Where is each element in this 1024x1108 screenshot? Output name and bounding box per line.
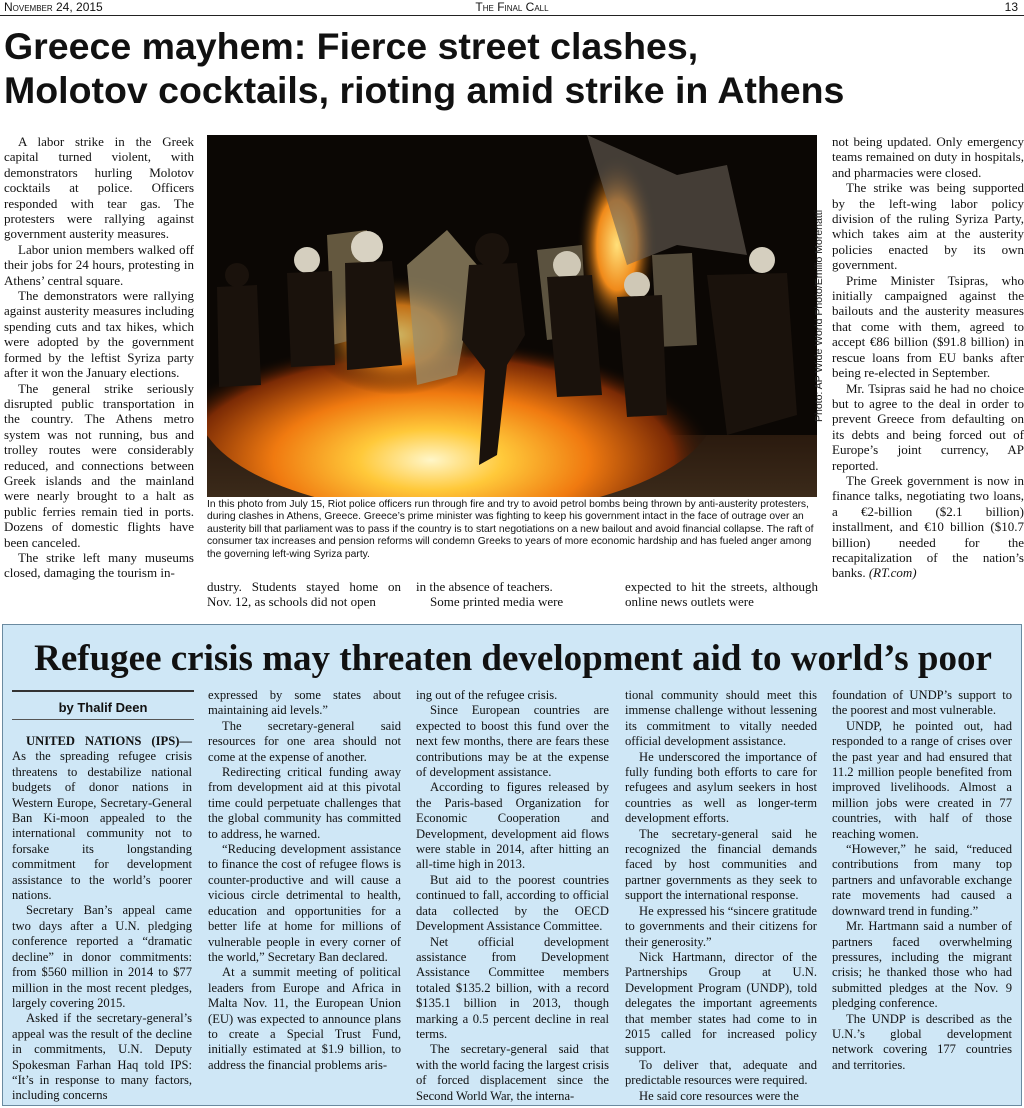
story2-paragraph: ing out of the refugee crisis.	[416, 688, 558, 702]
story1-paragraph: Prime Minister Tsipras, who initially campaigned against the bailouts and the austerity measures that come with them, agreed to accept €86 billion ($91.8 billion) in rescue loans from EU banks after being re-elected in September.	[832, 272, 1024, 381]
story1-column-1	[4, 134, 194, 581]
story2-headline: Refugee crisis may threaten development aid to world’s poor	[34, 638, 992, 679]
byline-rule	[12, 690, 194, 692]
story1-paragraph: not being updated. Only emergency teams remained on duty in hospitals, and pharmacies were closed.	[832, 134, 1024, 180]
story2-paragraph: According to figures released by the Paris-based Organization for Economic Cooperation and Development, development aid flows were stable in 2014, after hitting an all-time high in 2013.	[416, 780, 609, 872]
story1-source: (RT.com)	[868, 565, 917, 581]
story2-column-4	[625, 688, 817, 1104]
story2-column-3	[416, 688, 609, 1104]
story2-paragraph: Nick Hartmann, director of the Partnerships Group at U.N. Development Program (UNDP), told delegates the important agreements that member states had come to in 2015 called for increased policy support.	[625, 949, 817, 1057]
story2-paragraph: Secretary Ban’s appeal came two days after a U.N. pledging conference reported a “dramatic decline” in donor commitments: from $560 million in 2014 to $77 million in the most recent pledges, largely covering 2015.	[12, 903, 192, 1010]
issue-date: November 24, 2015	[4, 0, 103, 14]
story1-paragraph: Some printed media were	[430, 594, 564, 610]
riot-photo	[207, 135, 817, 497]
story2-column-2	[208, 688, 401, 1073]
story1-paragraph: A labor strike in the Greek capital turned violent, with demonstrators hurling Molotov cocktails at police. Officers responded with tear gas. The protesters were rallying against government austerity measures.	[4, 134, 194, 242]
story1-paragraph: Labor union members walked off their jobs for 24 hours, protesting in Athens’ central square.	[4, 241, 194, 288]
story1-paragraph: expected to hit the streets, although online news outlets were	[625, 579, 818, 610]
story2-paragraph: expressed by some states about maintaining aid levels.”	[208, 688, 401, 718]
story2-paragraph: “However,” he said, “reduced contributions from many top partners and unfavorable exchange rate movements had caused a downward trend in funding.”	[832, 842, 1012, 918]
story2-paragraph: But aid to the poorest countries continued to fall, according to official data collected by the OECD Development Assistance Committee.	[416, 872, 609, 934]
story2-column-5	[832, 688, 1012, 1073]
story2-paragraph: He expressed his “sincere gratitude to governments and their citizens for their generosity.”	[625, 903, 817, 949]
running-header	[0, 0, 1024, 16]
story1-headline-line2: Molotov cocktails, rioting amid strike in Athens	[4, 69, 845, 111]
story2-paragraph: foundation of UNDP’s support to the poorest and most vulnerable.	[832, 688, 1012, 718]
story1-paragraph: dustry. Students stayed home on Nov. 12, as schools did not open	[207, 579, 401, 610]
story2-paragraph: He said core resources were the	[639, 1088, 799, 1103]
story1-column-3	[416, 579, 610, 610]
story1-paragraph: in the absence of teachers.	[416, 579, 553, 594]
story2-paragraph: tional community should meet this immense challenge without lessening its commitment to vitally needed official development assistance.	[625, 688, 817, 749]
story2-paragraph: Asked if the secretary-general’s appeal was the result of the decline in commitments, U.N. Deputy Spokesman Farhan Haq told IPS: “It’s in response to many factors, including concerns	[12, 1011, 192, 1103]
story1-column-4	[625, 579, 818, 610]
story2-column-1: UNITED NATIONS (IPS)—As the spreading refugee crisis threatens to destabilize national budgets of donor nations in Western Europe, Secretary-General Ban Ki-moon appealed to the international community not to forsake its longstanding commitment for development assistance to the world’s poorer nations. Secretary Ban’s appeal came two days after a U.N. pledging conference reported a “dramatic decline” in donor commitments: from $560 million in 2014 to $77 million in the most recent pledges, largely covering 2015. Asked if the secretary-general’s appeal was the result of the decline in commitments, U.N. Deputy Spokesman Farhan Haq told IPS: “It’s in response to many factors, including concerns	[12, 734, 192, 1103]
story2-byline: by Thalif Deen	[58, 700, 148, 715]
story2-paragraph: The UNDP is described as the U.N.’s global development network covering 177 countries and territories.	[832, 1011, 1012, 1072]
story2-paragraph: Redirecting critical funding away from development aid at this pivotal time could perpetuate challenges that the global community has committed to address, he warned.	[208, 765, 401, 841]
story2-dateline: UNITED NATIONS (IPS)—	[26, 734, 192, 748]
newspaper-name: The Final Call	[475, 0, 549, 14]
story2-paragraph: The secretary-general said resources for one area should not come at the expense of another.	[208, 718, 401, 764]
story2-paragraph: The secretary-general said that with the world facing the largest crisis of forced displacement since the Second World War, the interna-	[416, 1042, 609, 1103]
story2-paragraph: Mr. Hartmann said a number of partners faced overwhelming pressures, including the migrant crisis; he thanked those who had submitted pledges at the Nov. 9 pledging conference.	[832, 919, 1012, 1011]
story2-paragraph: He underscored the importance of fully funding both efforts to care for refugees and asylum seekers in host countries as well as longer-term development efforts.	[625, 749, 817, 826]
photo-credit: Photo: AP Wide World Photo/Emilio Morenatti	[813, 209, 825, 423]
story2-paragraph: Since European countries are expected to boost this fund over the next few months, there are fears these contributions may be at the expense of development assistance.	[416, 703, 609, 780]
story1-paragraph: The Greek government is now in finance talks, negotiating two loans, a €2-billion ($2.1 billion) installment, and €10 billion ($10.7 billion) needed for the recapitalization of the nation’s banks. (RT.com)	[832, 472, 1024, 581]
story2-paragraph: To deliver that, adequate and predictable resources were required.	[625, 1057, 817, 1088]
story1-paragraph: The strike was being supported by the left-wing labor policy division of the ruling Syriza Party, which takes aim at the austerity policies enacted by its own government.	[832, 180, 1024, 273]
photo-caption: In this photo from July 15, Riot police officers run through fire and try to avoid petrol bombs being thrown by anti-austerity protesters, during clashes in Athens, Greece. Greece’s prime minister was fighting to keep his government intact in the face of outrage over an austerity bill that parliament was to pass if the country is to start negotiations on a new bailout and avoid financial collapse. The raft of consumer tax increases and pension reforms will condemn Greeks to years of more economic hardship and has fueled anger among the governing left-wing Syriza party.	[207, 499, 814, 560]
byline-rule	[12, 719, 194, 720]
story1-headline-line1: Greece mayhem: Fierce street clashes,	[4, 25, 699, 67]
story2-paragraph: The secretary-general said he recognized the financial demands faced by host communities and partner governments as they seek to support the international response.	[625, 826, 817, 903]
story1-paragraph: The general strike seriously disrupted public transportation in the country. The Athens metro system was not running, bus and trolley routes were considerably reduced, and connections between Greek islands and the mainland were nearly brought to a halt as public ferries remain tied in ports. Dozens of domestic flights have been canceled.	[4, 380, 194, 550]
story1-headline	[4, 24, 1024, 112]
story1-paragraph: Mr. Tsipras said he had no choice but to agree to the deal in order to prevent Greece from defaulting on its debts and being forced out of Europe’s joint currency, AP reported.	[832, 380, 1024, 473]
story2-paragraph: Net official development assistance from Development Assistance Committee members totaled $135.2 billion, with a record $135.1 billion in 2013, though marking a 0.5 percent decline in real terms.	[416, 934, 609, 1041]
story2-paragraph: At a summit meeting of political leaders from Europe and Africa in Malta Nov. 11, the European Union (EU) was expected to announce plans to create a Special Trust Fund, initially estimated at $1.9 billion, to address the financial problems aris-	[208, 965, 401, 1072]
riot-police-fire-image	[207, 135, 817, 497]
story1-paragraph: The demonstrators were rallying against austerity measures including spending cuts and tax hikes, which were adopted by the government formed by the leftist Syriza party after it won the January elections.	[4, 288, 194, 381]
story1-column-2	[207, 579, 401, 610]
story2-paragraph: UNDP, he pointed out, had responded to a range of crises over the past year and had ensured that 11.2 million people benefited from improved livelihoods. Almost a million jobs were created in 77 countries, with half of those reaching women.	[832, 718, 1012, 841]
story1-column-5	[832, 134, 1024, 581]
story2-paragraph: “Reducing development assistance to finance the cost of refugee flows is counter-productive and will cause a vicious circle detrimental to health, education and opportunities for a better life at home for millions of vulnerable people in every corner of the world,” Secretary Ban declared.	[208, 842, 401, 964]
story1-paragraph: The strike left many museums closed, damaging the tourism in-	[4, 549, 194, 581]
page-number: 13	[1004, 0, 1018, 14]
